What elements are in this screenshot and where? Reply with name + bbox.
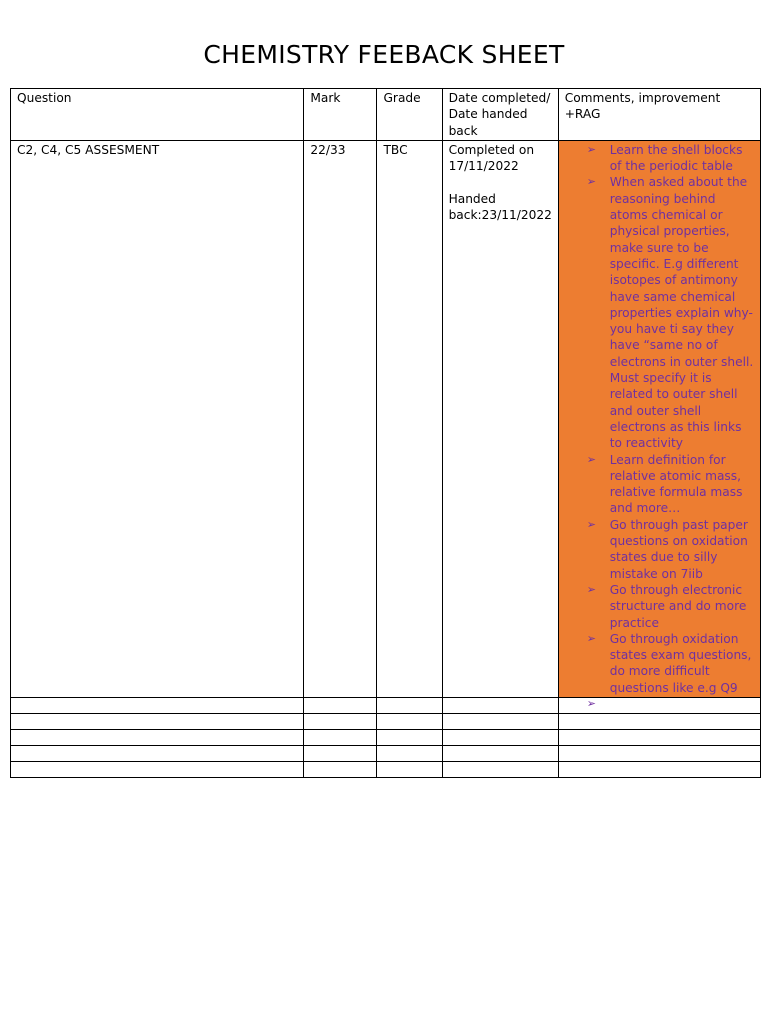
arrow-bullet-icon: ➢ <box>586 631 596 645</box>
empty-cell <box>11 697 304 713</box>
cell-comments <box>558 140 760 710</box>
table-row <box>11 729 761 745</box>
header-question: Question <box>11 89 304 141</box>
table-row <box>11 713 761 729</box>
header-date: Date completed/ Date handed back <box>442 89 558 141</box>
empty-cell <box>377 745 442 761</box>
comment-item <box>563 452 754 517</box>
table-row <box>11 140 761 697</box>
empty-cell <box>377 713 442 729</box>
arrow-bullet-icon: ➢ <box>586 517 596 531</box>
comment-item <box>563 174 754 451</box>
comment-text: When asked about the reasoning behind atoms chemical or physical properties, make sure to be specific. E.g different isotopes of antimony have same chemical properties explain why- you have ti say they have “same no of electrons in outer shell. Must specify it is related to outer shell and outer shell electrons as this links to reactivity <box>609 175 754 451</box>
empty-cell <box>377 761 442 777</box>
empty-cell <box>558 729 760 745</box>
arrow-bullet-icon: ➢ <box>586 142 596 156</box>
cell-question: C2, C4, C5 ASSESMENT <box>11 140 304 697</box>
comments-list <box>563 142 754 710</box>
comment-item <box>563 582 754 631</box>
header-comments: Comments, improvement +RAG <box>558 89 760 141</box>
cell-grade: TBC <box>377 140 442 697</box>
empty-cell <box>558 761 760 777</box>
empty-cell <box>377 697 442 713</box>
table-row <box>11 697 761 713</box>
empty-cell <box>11 761 304 777</box>
header-grade: Grade <box>377 89 442 141</box>
empty-cell <box>558 745 760 761</box>
comment-item <box>563 142 754 175</box>
empty-cell <box>11 713 304 729</box>
empty-cell <box>304 729 377 745</box>
arrow-bullet-icon: ➢ <box>586 175 596 189</box>
empty-cell <box>304 745 377 761</box>
cell-date <box>442 140 558 697</box>
empty-cell <box>442 729 558 745</box>
table-row <box>11 745 761 761</box>
empty-cell <box>442 761 558 777</box>
empty-cell <box>558 713 760 729</box>
arrow-bullet-icon: ➢ <box>586 582 596 596</box>
header-mark: Mark <box>304 89 377 141</box>
comment-text: Learn the shell blocks of the periodic table <box>609 142 743 174</box>
comment-item <box>563 631 754 696</box>
empty-cell <box>442 745 558 761</box>
comment-text: Go through electronic structure and do more practice <box>609 582 747 630</box>
empty-cell <box>304 697 377 713</box>
comment-text: Learn definition for relative atomic mass, relative formula mass and more… <box>609 452 743 516</box>
arrow-bullet-icon: ➢ <box>586 452 596 466</box>
cell-mark: 22/33 <box>304 140 377 697</box>
empty-cell <box>11 745 304 761</box>
empty-cell <box>442 713 558 729</box>
empty-rows <box>11 697 761 777</box>
table-row <box>11 761 761 777</box>
empty-cell <box>304 761 377 777</box>
empty-cell <box>11 729 304 745</box>
table-header-row <box>11 89 761 141</box>
date-handed-back: Handed back:23/11/2022 <box>448 191 552 223</box>
page-title: CHEMISTRY FEEBACK SHEET <box>203 40 565 69</box>
empty-cell <box>442 697 558 713</box>
empty-cell <box>377 729 442 745</box>
feedback-table <box>10 88 761 778</box>
empty-cell <box>304 713 377 729</box>
date-completed: Completed on 17/11/2022 <box>448 142 535 174</box>
arrow-bullet-icon: ➢ <box>586 696 596 710</box>
comment-text: Go through past paper questions on oxidation states due to silly mistake on 7iib <box>609 517 748 581</box>
comment-text: Go through oxidation states exam questions, do more difficult questions like e.g Q9 <box>609 631 752 695</box>
comment-item <box>563 517 754 582</box>
